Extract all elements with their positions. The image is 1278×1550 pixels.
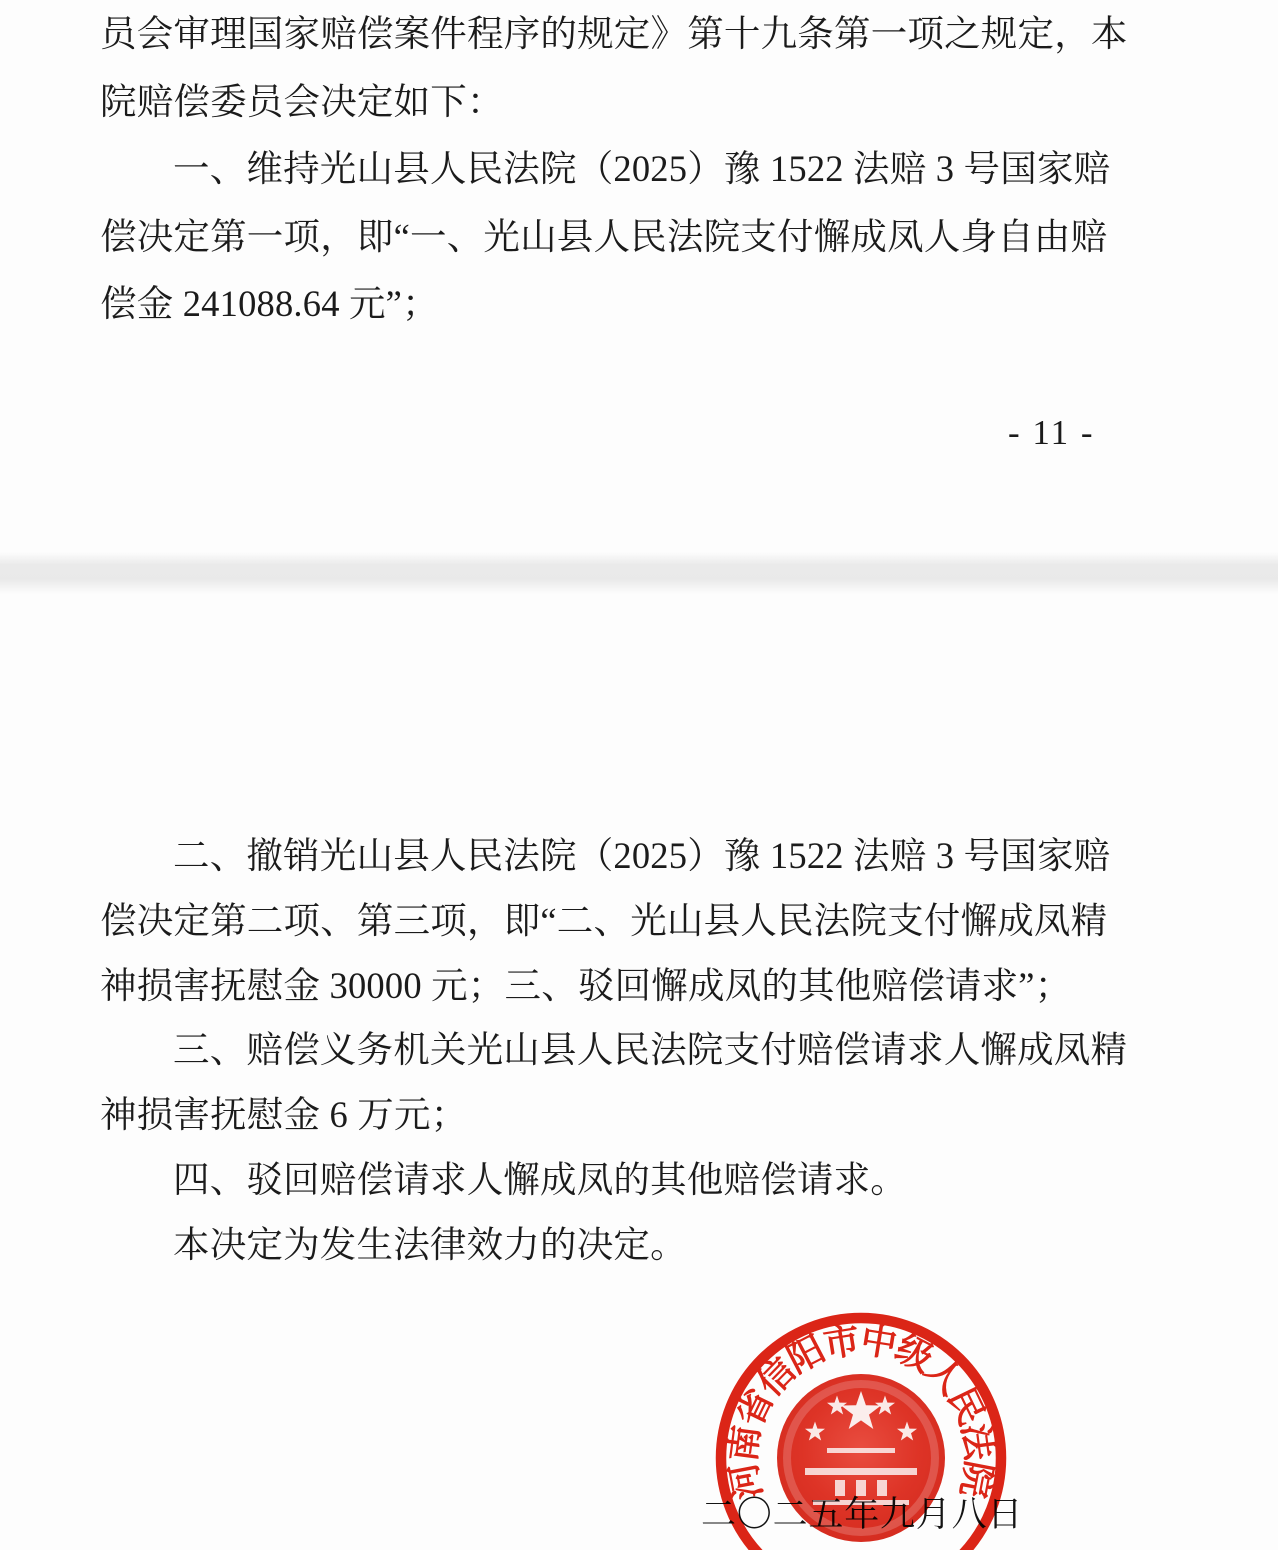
text-line: 本决定为发生法律效力的决定。	[173, 1223, 687, 1265]
text-line: 一、维持光山县人民法院（2025）豫 1522 法赔 3 号国家赔	[173, 148, 1111, 189]
page-break-separator	[0, 552, 1278, 594]
text-line: 神损害抚慰金 30000 元；三、驳回懈成凤的其他赔偿请求”；	[100, 964, 1072, 1006]
decision-date: 二〇二五年九月八日	[701, 1495, 1024, 1534]
text-line: 偿金 241088.64 元”；	[100, 283, 439, 324]
page2-section	[100, 824, 1140, 1278]
text-line: 员会审理国家赔偿案件程序的规定》第十九条第一项之规定，本	[100, 13, 1128, 54]
text-line: 三、赔偿义务机关光山县人民法院支付赔偿请求人懈成凤精	[173, 1029, 1128, 1071]
text-line: 偿决定第一项，即“一、光山县人民法院支付懈成凤人身自由赔	[100, 215, 1108, 257]
page1-section	[100, 0, 1140, 338]
text-line: 二、撤销光山县人民法院（2025）豫 1522 法赔 3 号国家赔	[173, 835, 1111, 876]
page-number: - 11 -	[1008, 413, 1095, 452]
seal-rim-text: 河南省信阳市中级人民法院	[722, 1319, 1000, 1503]
text-line: 院赔偿委员会决定如下：	[100, 80, 504, 122]
text-line: 四、驳回赔偿请求人懈成凤的其他赔偿请求。	[173, 1158, 907, 1200]
text-line: 偿决定第二项、第三项，即“二、光山县人民法院支付懈成凤精	[100, 899, 1108, 941]
text-line: 神损害抚慰金 6 万元；	[100, 1094, 468, 1136]
